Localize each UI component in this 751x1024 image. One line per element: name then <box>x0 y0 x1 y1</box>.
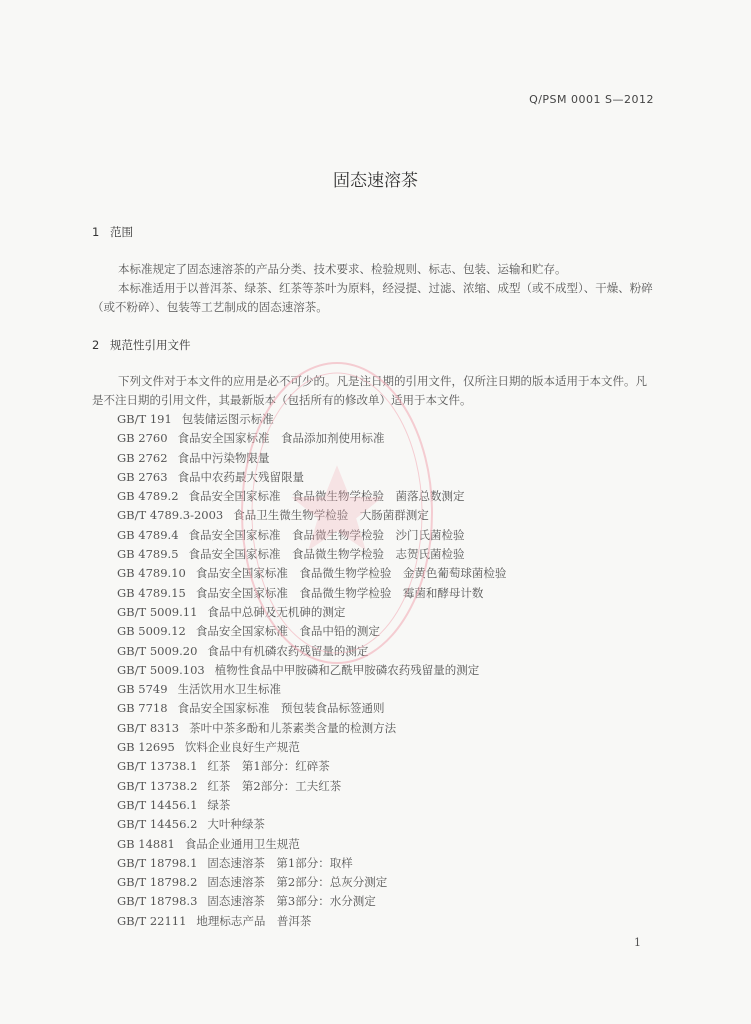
reference-code: GB 5009.12 <box>117 624 186 639</box>
reference-item <box>117 506 506 525</box>
reference-code: GB/T 13738.2 <box>117 778 198 793</box>
reference-title: 食品安全国家标准 食品微生物学检验 金黄色葡萄球菌检验 <box>195 566 507 581</box>
reference-code: GB 4789.15 <box>117 585 186 600</box>
section-heading-scope <box>92 224 133 240</box>
reference-code: GB 4789.4 <box>117 527 179 542</box>
reference-code: GB 2760 <box>117 431 168 446</box>
reference-title: 食品卫生微生物学检验 大肠菌群测定 <box>233 508 429 523</box>
reference-item <box>117 757 506 776</box>
reference-code: GB/T 13738.1 <box>117 759 198 774</box>
reference-code: GB/T 5009.103 <box>117 662 205 677</box>
section-title: 范围 <box>110 225 133 239</box>
reference-title: 包装储运图示标准 <box>181 412 274 426</box>
reference-item <box>117 410 506 429</box>
document-code: Q/PSM 0001 S—2012 <box>529 93 654 106</box>
reference-item <box>117 873 506 892</box>
reference-code: GB/T 18798.2 <box>117 875 198 890</box>
reference-item <box>117 642 506 661</box>
reference-item <box>117 449 506 468</box>
reference-item <box>117 661 506 680</box>
scope-paragraph-2: 本标准适用于以普洱茶、绿茶、红茶等茶叶为原料，经浸提、过滤、浓缩、成型（或不成型）、干燥、粉碎（或不粉碎）、包装等工艺制成的固态速溶茶。 <box>92 281 653 314</box>
reference-item <box>117 526 506 545</box>
reference-title: 固态速溶茶 第1部分：取样 <box>207 855 353 870</box>
reference-code: GB 5749 <box>117 682 168 697</box>
reference-item <box>117 468 506 487</box>
reference-item <box>117 892 506 911</box>
reference-code: GB/T 4789.3-2003 <box>117 508 224 523</box>
reference-title: 固态速溶茶 第2部分：总灰分测定 <box>207 875 388 890</box>
reference-title: 生活饮用水卫生标准 <box>177 682 282 697</box>
reference-title: 食品中农药最大残留限量 <box>177 469 305 484</box>
reference-code: GB 4789.2 <box>117 489 179 504</box>
reference-code: GB/T 18798.1 <box>117 855 198 870</box>
reference-item <box>117 622 506 641</box>
section-title: 规范性引用文件 <box>110 338 191 352</box>
reference-item <box>117 603 506 622</box>
reference-title: 红茶 第1部分：红碎茶 <box>207 759 330 774</box>
reference-title: 食品中污染物限量 <box>177 450 270 465</box>
reference-code: GB/T 22111 <box>117 913 187 928</box>
reference-title: 食品安全国家标准 食品微生物学检验 沙门氏菌检验 <box>188 527 465 542</box>
reference-title: 红茶 第2部分：工夫红茶 <box>207 778 342 793</box>
reference-code: GB/T 14456.1 <box>117 797 198 812</box>
reference-title: 食品安全国家标准 食品微生物学检验 霉菌和酵母计数 <box>195 585 484 600</box>
reference-title: 植物性食品中甲胺磷和乙酰甲胺磷农药残留量的测定 <box>214 662 480 677</box>
reference-title: 绿茶 <box>207 797 231 812</box>
reference-item <box>117 545 506 564</box>
section-number: 2 <box>92 338 100 352</box>
reference-code: GB/T 8313 <box>117 720 180 735</box>
reference-item <box>117 584 506 603</box>
reference-title: 食品企业通用卫生规范 <box>184 836 300 851</box>
reference-code: GB 14881 <box>117 836 175 851</box>
reference-item <box>117 777 506 796</box>
page-number: 1 <box>634 936 641 949</box>
reference-title: 食品安全国家标准 食品添加剂使用标准 <box>177 431 385 446</box>
reference-item <box>117 429 506 448</box>
reference-item <box>117 815 506 834</box>
reference-item <box>117 854 506 873</box>
reference-item <box>117 738 506 757</box>
reference-title: 大叶种绿茶 <box>207 817 265 832</box>
document-title: 固态速溶茶 <box>333 171 418 191</box>
reference-code: GB/T 5009.11 <box>117 604 198 619</box>
reference-item <box>117 796 506 815</box>
reference-code: GB/T 18798.3 <box>117 894 198 909</box>
reference-item <box>117 487 506 506</box>
scope-paragraph-1: 本标准规定了固态速溶茶的产品分类、技术要求、检验规则、标志、包装、运输和贮存。 <box>118 262 567 276</box>
reference-code: GB 12695 <box>117 740 175 755</box>
reference-title: 饮料企业良好生产规范 <box>184 740 300 755</box>
references-intro: 下列文件对于本文件的应用是必不可少的。凡是注日期的引用文件，仅所注日期的版本适用于本文件。凡是不注日期的引用文件，其最新版本（包括所有的修改单）适用于本文件。 <box>92 374 647 407</box>
reference-code: GB 2763 <box>117 469 168 484</box>
reference-code: GB 7718 <box>117 701 168 716</box>
reference-code: GB/T 5009.20 <box>117 643 198 658</box>
reference-title: 固态速溶茶 第3部分：水分测定 <box>207 894 376 909</box>
reference-title: 食品中总砷及无机砷的测定 <box>207 604 346 619</box>
reference-title: 食品中有机磷农药残留量的测定 <box>207 643 369 658</box>
reference-title: 食品安全国家标准 食品微生物学检验 志贺氏菌检验 <box>188 547 465 562</box>
section-number: 1 <box>92 225 100 239</box>
section-heading-references <box>92 337 191 353</box>
reference-code: GB 2762 <box>117 450 168 465</box>
reference-title: 地理标志产品 普洱茶 <box>196 913 312 928</box>
reference-item <box>117 699 506 718</box>
reference-item <box>117 835 506 854</box>
reference-item <box>117 564 506 583</box>
reference-code: GB/T 14456.2 <box>117 817 198 832</box>
reference-title: 食品安全国家标准 食品中铅的测定 <box>195 624 380 639</box>
reference-item <box>117 680 506 699</box>
reference-code: GB 4789.10 <box>117 566 186 581</box>
reference-code: GB/T 191 <box>117 412 172 426</box>
reference-code: GB 4789.5 <box>117 547 179 562</box>
reference-list <box>117 410 506 931</box>
reference-item <box>117 912 506 931</box>
reference-item <box>117 719 506 738</box>
reference-title: 食品安全国家标准 预包装食品标签通则 <box>177 701 385 716</box>
reference-title: 食品安全国家标准 食品微生物学检验 菌落总数测定 <box>188 489 465 504</box>
reference-title: 茶叶中茶多酚和儿茶素类含量的检测方法 <box>189 720 397 735</box>
